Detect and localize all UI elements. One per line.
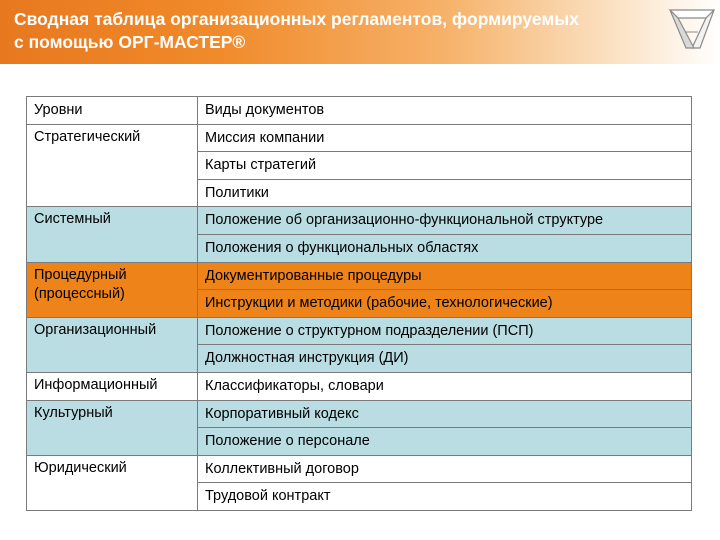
- level-label: Информационный: [34, 376, 158, 393]
- document-type-cell: Политики: [198, 179, 692, 207]
- table-row: [27, 262, 692, 290]
- level-cell: [27, 262, 198, 317]
- document-type-cell: Положение об организационно-функциональной структуре: [198, 207, 692, 235]
- regulations-table: [26, 96, 692, 511]
- level-label: Процедурный (процессный): [34, 266, 127, 302]
- table-row: [27, 207, 692, 235]
- document-type-cell: Документированные процедуры: [198, 262, 692, 290]
- slide-title: [14, 8, 674, 54]
- title-line-2: с помощью ОРГ-МАСТЕР®: [14, 32, 246, 52]
- table-row: [27, 372, 692, 400]
- document-type-cell: Классификаторы, словари: [198, 372, 692, 400]
- impossible-triangle-logo-icon: [664, 2, 720, 54]
- regulations-table-container: [26, 96, 692, 511]
- document-type-cell: Карты стратегий: [198, 152, 692, 180]
- title-line-1: Сводная таблица организационных регламентов, формируемых: [14, 9, 579, 29]
- document-type-cell: Инструкции и методики (рабочие, технологические): [198, 290, 692, 318]
- slide-header: [0, 0, 720, 64]
- level-label: Стратегический: [34, 128, 141, 145]
- table-row: [27, 317, 692, 345]
- document-type-cell: Коллективный договор: [198, 455, 692, 483]
- document-type-cell: Положения о функциональных областях: [198, 234, 692, 262]
- document-type-cell: Трудовой контракт: [198, 483, 692, 511]
- level-cell: [27, 400, 198, 455]
- document-type-cell: Положение о персонале: [198, 428, 692, 456]
- table-row: [27, 455, 692, 483]
- level-label: Юридический: [34, 459, 127, 476]
- level-label: Культурный: [34, 404, 113, 421]
- table-row: [27, 124, 692, 152]
- document-type-cell: Положение о структурном подразделении (ПСП): [198, 317, 692, 345]
- level-cell: [27, 455, 198, 510]
- level-label: Организационный: [34, 321, 157, 338]
- level-cell: [27, 124, 198, 207]
- table-row: [27, 400, 692, 428]
- document-type-cell: Корпоративный кодекс: [198, 400, 692, 428]
- column-header-levels: Уровни: [27, 97, 198, 125]
- level-cell: [27, 372, 198, 400]
- document-type-cell: Должностная инструкция (ДИ): [198, 345, 692, 373]
- level-label: Системный: [34, 211, 111, 228]
- level-cell: [27, 317, 198, 372]
- table-header-row: [27, 97, 692, 125]
- level-cell: [27, 207, 198, 262]
- column-header-doc-types: Виды документов: [198, 97, 692, 125]
- document-type-cell: Миссия компании: [198, 124, 692, 152]
